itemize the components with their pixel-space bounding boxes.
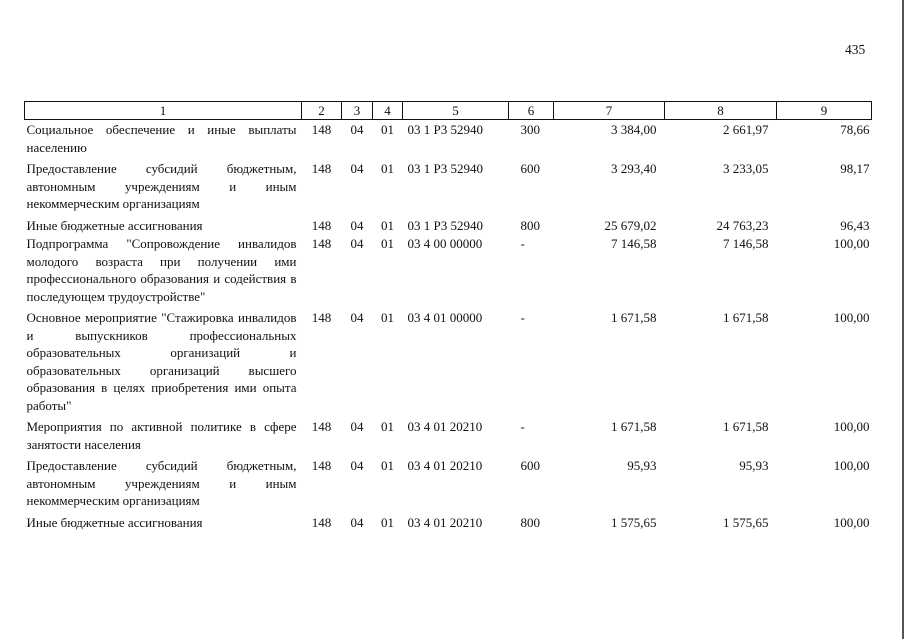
column-header-8: 8 [665,102,777,120]
cell-value-8: 24 763,23 [716,217,769,233]
table-row [25,308,872,417]
cell-value-8: 95,93 [739,458,769,473]
cell-ministry-code: 148 [311,236,332,251]
cell-section: 04 [350,310,364,325]
column-header-9: 9 [777,102,872,120]
row-name: Социальное обеспечение и иные выплаты населению [26,122,297,155]
cell-ministry-code: 148 [311,514,332,530]
cell-target-article: 03 4 01 20210 [407,458,483,473]
cell-target-article: 03 1 Р3 52940 [407,122,483,137]
row-name: Предоставление субсидий бюджетным, автономным учреждениям и иным некоммерческим организациям [26,458,297,508]
table-row [25,456,872,513]
cell-value-7: 3 293,40 [611,161,657,176]
table-row [25,120,872,160]
table-row [25,159,872,216]
cell-subsection: 01 [381,217,394,233]
cell-expense-type: 600 [520,458,540,473]
cell-value-9: 78,66 [840,122,870,137]
column-header-4: 4 [373,102,403,120]
cell-value-8: 1 671,58 [723,310,769,325]
cell-value-8: 1 575,65 [723,514,769,530]
cell-subsection: 01 [381,161,394,176]
cell-value-9: 100,00 [833,458,870,473]
cell-value-7: 1 671,58 [611,310,657,325]
cell-ministry-code: 148 [311,458,332,473]
column-header-3: 3 [342,102,373,120]
scan-edge-line [902,0,904,639]
cell-subsection: 01 [381,514,394,530]
cell-expense-type: - [520,236,525,251]
table-row [25,216,872,235]
cell-ministry-code: 148 [311,122,332,137]
cell-subsection: 01 [381,458,394,473]
cell-value-7: 3 384,00 [611,122,657,137]
column-header-1: 1 [25,102,302,120]
cell-value-9: 100,00 [833,514,870,530]
row-name: Иные бюджетные ассигнования [26,217,203,233]
cell-section: 04 [350,217,364,233]
cell-target-article: 03 4 00 00000 [407,236,483,251]
page-number: 435 [845,42,866,57]
cell-expense-type: 800 [520,217,540,233]
cell-value-7: 1 575,65 [611,514,657,530]
cell-section: 04 [350,458,364,473]
cell-section: 04 [350,514,364,530]
cell-subsection: 01 [381,310,394,325]
cell-expense-type: 600 [520,161,540,176]
cell-ministry-code: 148 [311,217,332,233]
row-name: Предоставление субсидий бюджетным, автономным учреждениям и иным некоммерческим организациям [26,161,297,211]
cell-subsection: 01 [381,236,394,251]
cell-expense-type: - [520,419,525,434]
row-name: Основное мероприятие "Стажировка инвалидов и выпускников профессиональных образовательных организаций и образовательных организаций высшего образования в целях приобретения ими опыта работы" [26,310,297,413]
cell-value-7: 1 671,58 [611,419,657,434]
row-name: Мероприятия по активной политике в сфере занятости населения [26,419,297,452]
cell-target-article: 03 4 01 20210 [407,514,483,530]
cell-target-article: 03 1 Р3 52940 [407,217,483,233]
cell-target-article: 03 4 01 20210 [407,419,483,434]
cell-value-9: 100,00 [833,236,870,251]
column-header-2: 2 [302,102,342,120]
cell-subsection: 01 [381,122,394,137]
cell-section: 04 [350,419,364,434]
cell-section: 04 [350,122,364,137]
cell-value-9: 100,00 [833,419,870,434]
table-header-row [25,102,872,120]
row-name: Иные бюджетные ассигнования [26,514,203,530]
cell-section: 04 [350,161,364,176]
cell-expense-type: 800 [520,514,540,530]
cell-target-article: 03 1 Р3 52940 [407,161,483,176]
cell-subsection: 01 [381,419,394,434]
cell-value-8: 3 233,05 [723,161,769,176]
cell-expense-type: - [520,310,525,325]
cell-value-8: 7 146,58 [723,236,769,251]
row-name: Подпрограмма "Сопровождение инвалидов молодого возраста при получении ими профессионального образования и содействия в последующем трудоустройстве" [26,236,297,304]
budget-table [24,101,872,531]
cell-section: 04 [350,236,364,251]
column-header-7: 7 [554,102,665,120]
cell-value-7: 25 679,02 [604,217,657,233]
cell-value-9: 96,43 [840,217,870,233]
table-row [25,513,872,532]
cell-value-8: 1 671,58 [723,419,769,434]
cell-value-9: 100,00 [833,310,870,325]
cell-expense-type: 300 [520,122,540,137]
cell-ministry-code: 148 [311,419,332,434]
cell-target-article: 03 4 01 00000 [407,310,483,325]
cell-value-7: 7 146,58 [611,236,657,251]
cell-ministry-code: 148 [311,310,332,325]
table-row [25,234,872,308]
cell-value-8: 2 661,97 [723,122,769,137]
cell-ministry-code: 148 [311,161,332,176]
table-row [25,417,872,456]
cell-value-9: 98,17 [840,161,870,176]
column-header-5: 5 [403,102,509,120]
cell-value-7: 95,93 [627,458,657,473]
column-header-6: 6 [509,102,554,120]
